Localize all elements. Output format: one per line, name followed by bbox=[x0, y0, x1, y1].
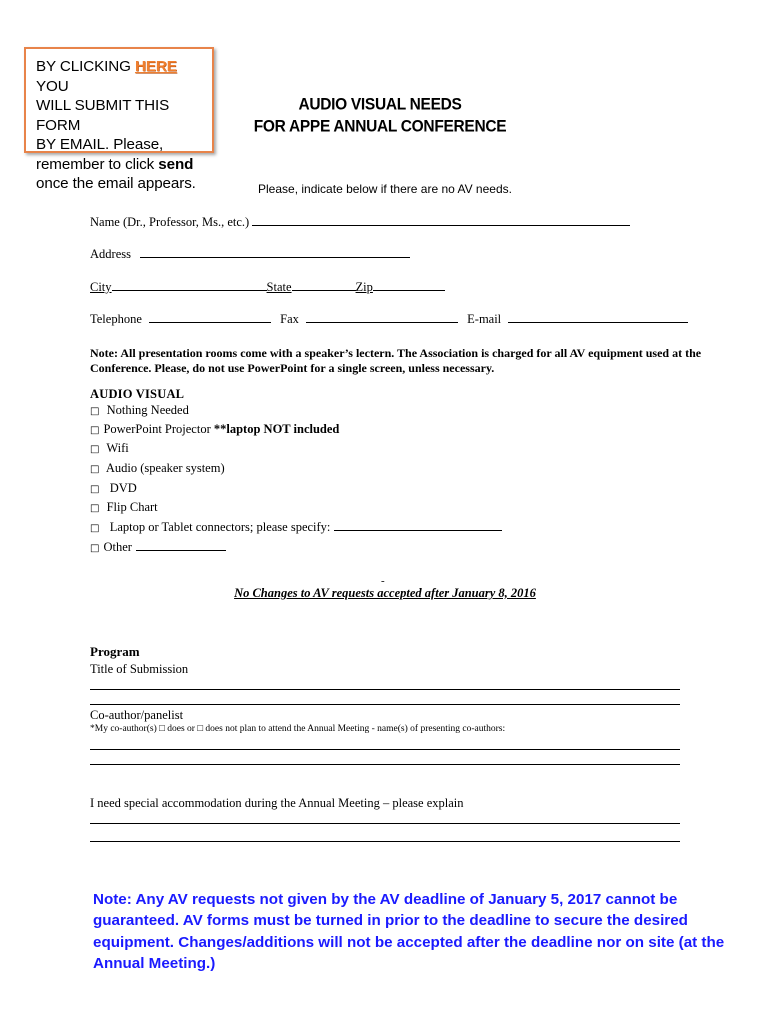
av-item-label: Wifi bbox=[106, 441, 129, 455]
form-title: AUDIO VISUAL NEEDS bbox=[298, 95, 462, 114]
av-item-flipchart[interactable] bbox=[90, 500, 158, 515]
av-item-powerpoint[interactable] bbox=[90, 422, 339, 437]
program-heading: Program bbox=[90, 644, 140, 659]
accommodation-input-line[interactable] bbox=[90, 841, 680, 842]
av-item-label: Other bbox=[103, 540, 132, 554]
checkbox[interactable]: □ bbox=[90, 464, 100, 475]
av-item-label: Laptop or Tablet connectors; please specify: bbox=[109, 520, 331, 534]
fax-label: Fax bbox=[280, 312, 299, 326]
title-input-line[interactable] bbox=[90, 704, 680, 705]
state-label: State bbox=[266, 280, 292, 294]
phone-row bbox=[90, 312, 688, 327]
accommodation-label: I need special accommodation during the Annual Meeting – please explain bbox=[90, 796, 464, 810]
laptop-not-included-text: **laptop NOT included bbox=[213, 422, 340, 436]
name-input-line[interactable] bbox=[252, 215, 630, 226]
city-input-line[interactable] bbox=[112, 280, 267, 291]
accommodation-input-line[interactable] bbox=[90, 823, 680, 824]
title-input-line[interactable] bbox=[90, 689, 680, 690]
city-row bbox=[90, 280, 445, 295]
checkbox[interactable]: □ bbox=[90, 444, 100, 455]
checkbox[interactable]: □ bbox=[90, 425, 100, 436]
laptop-specify-line[interactable] bbox=[334, 520, 502, 531]
checkbox[interactable]: □ bbox=[90, 543, 100, 554]
av-item-wifi[interactable] bbox=[90, 441, 129, 456]
here-link[interactable]: HERE bbox=[134, 58, 177, 75]
email-label: E-mail bbox=[467, 312, 502, 326]
checkbox[interactable]: □ bbox=[90, 406, 100, 417]
state-input-line[interactable] bbox=[292, 280, 356, 291]
email-box-text: BY CLICKING bbox=[36, 58, 135, 75]
form-subtitle: FOR APPE ANNUAL CONFERENCE bbox=[253, 117, 507, 136]
checkbox[interactable]: □ bbox=[90, 503, 100, 514]
email-submit-box[interactable] bbox=[24, 47, 214, 192]
address-label: Address bbox=[90, 247, 131, 261]
zip-input-line[interactable] bbox=[373, 280, 445, 291]
deadline-note: Note: Any AV requests not given by the AV deadline of January 5, 2017 cannot be guaranteed. AV forms must be turned in prior to the deadline to secure the desired equipment. Changes/additions will not be accepted after the deadline nor on site (at the Annual Meeting.) bbox=[93, 891, 725, 973]
audio-visual-heading: AUDIO VISUAL bbox=[90, 387, 185, 401]
av-item-dvd[interactable] bbox=[90, 481, 137, 496]
coauthor-note: *My co-author(s) □ does or □ does not plan to attend the Annual Meeting - name(s) of presenting co-authors: bbox=[90, 724, 506, 734]
city-label: City bbox=[90, 280, 112, 294]
changes-notice: No Changes to AV requests accepted after January 8, 2016 bbox=[234, 586, 536, 600]
name-row bbox=[90, 215, 630, 230]
email-box-text: BY EMAIL. Please, bbox=[36, 136, 164, 153]
instruction-text: Please, indicate below if there are no AV needs. bbox=[258, 182, 512, 196]
av-item-nothing[interactable] bbox=[90, 403, 189, 418]
av-item-audio[interactable] bbox=[90, 461, 225, 476]
av-item-laptop[interactable] bbox=[90, 520, 502, 535]
checkbox[interactable]: □ bbox=[90, 484, 100, 495]
email-input-line[interactable] bbox=[508, 312, 688, 323]
av-note: Note: All presentation rooms come with a speaker’s lectern. The Association is charged for all AV equipment used at the Conference. Please, do not use PowerPoint for a single screen, unless necessary. bbox=[90, 346, 702, 375]
av-item-label: Nothing Needed bbox=[106, 403, 189, 417]
telephone-label: Telephone bbox=[90, 312, 142, 326]
telephone-input-line[interactable] bbox=[149, 312, 271, 323]
av-item-label: PowerPoint Projector bbox=[103, 422, 214, 436]
coauthor-input-line[interactable] bbox=[90, 749, 680, 750]
av-item-label: Flip Chart bbox=[106, 500, 158, 514]
address-row bbox=[90, 247, 410, 262]
coauthor-label: Co-author/panelist bbox=[90, 708, 184, 722]
email-box-text: WILL SUBMIT THIS FORM bbox=[36, 97, 170, 134]
other-specify-line[interactable] bbox=[136, 540, 226, 551]
email-box-text: once the email appears. bbox=[36, 175, 196, 192]
av-item-other[interactable] bbox=[90, 540, 226, 555]
av-item-label: DVD bbox=[109, 481, 137, 495]
checkbox[interactable]: □ bbox=[90, 523, 100, 534]
coauthor-input-line[interactable] bbox=[90, 764, 680, 765]
fax-input-line[interactable] bbox=[306, 312, 458, 323]
zip-label: Zip bbox=[355, 280, 373, 294]
email-box-text: YOU bbox=[36, 77, 69, 95]
av-item-label: Audio (speaker system) bbox=[105, 461, 225, 475]
send-word: send bbox=[158, 155, 194, 173]
name-label: Name (Dr., Professor, Ms., etc.) bbox=[90, 215, 250, 229]
address-input-line[interactable] bbox=[140, 247, 410, 258]
dash-mark: - bbox=[381, 575, 385, 587]
email-box-text: remember to click bbox=[36, 155, 159, 173]
title-of-submission-label: Title of Submission bbox=[90, 662, 189, 676]
